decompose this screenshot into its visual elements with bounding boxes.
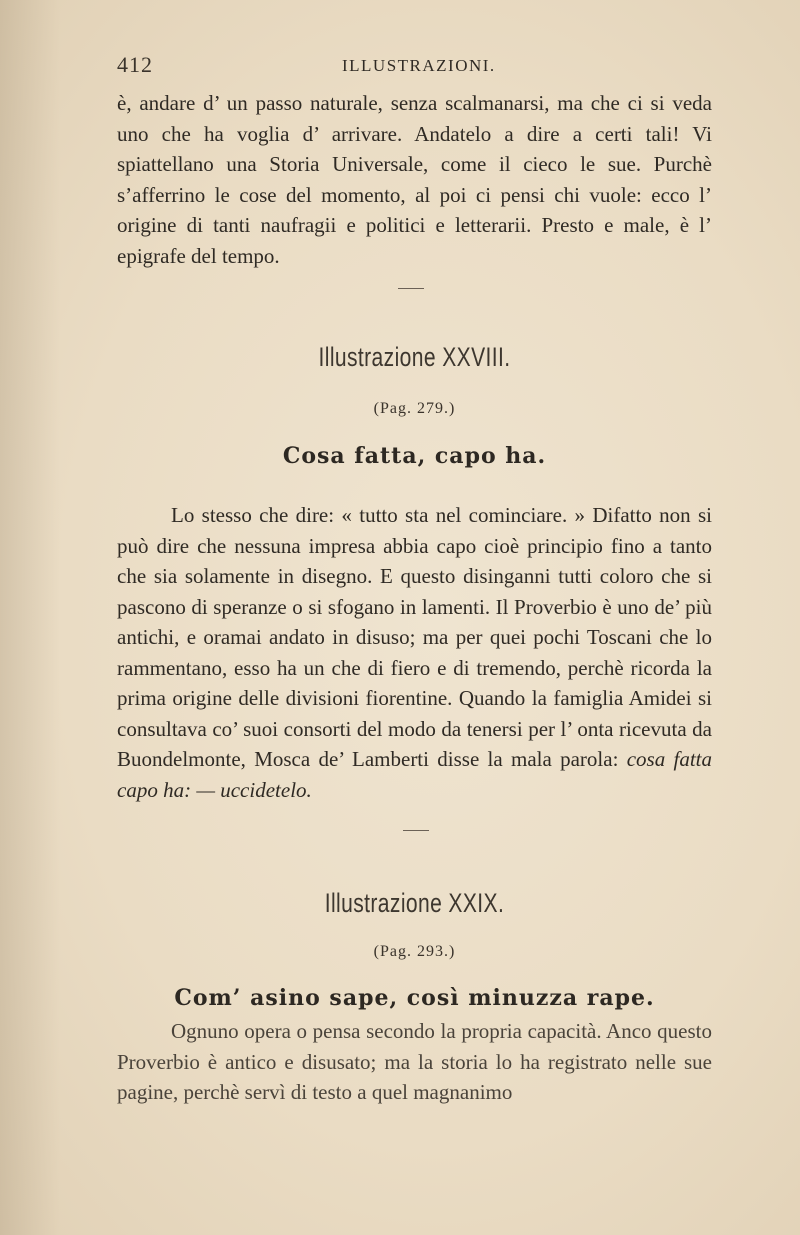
- section-2-paragraph: Ognuno opera o pensa secondo la propria capacità. Anco questo Proverbio è antico e disusato; ma la storia lo ha registrato nelle sue pagine, perchè servì di testo a quel magnanimo: [117, 1019, 712, 1104]
- section-1-italic-quote: cosa fatta capo ha: — uccidetelo.: [117, 747, 713, 802]
- running-head: ILLUSTRAZIONI.: [342, 56, 496, 75]
- section-1-text: Lo stesso che dire: « tutto sta nel cominciare. » Difatto non si può dire che nessuna impresa abbia capo cioè principio fino a tanto che sia solamente in disegno. E questo disinganni tutti coloro che si pascono di speranze o si sfogano in lamenti. Il Proverbio è uno de’ più antichi, e oramai andato in disuso; ma per quei pochi Toscani che lo rammentano, esso ha un che di fiero e di tremendo, perchè ricorda la prima origine delle divisioni fiorentine. Quando la famiglia Amidei si consultava co’ suoi consorti del modo da tenersi per l’ onta ricevuta da Buondelmonte, Mosca de’ Lamberti disse la mala parola:: [117, 503, 712, 771]
- page-reference: (Pag. 279.): [373, 400, 456, 417]
- page-number: 412: [117, 52, 153, 77]
- section-2-body: [117, 1016, 712, 1108]
- proverb-heading: Cosa fatta, capo ha.: [282, 443, 547, 469]
- section-1-paragraph: [117, 500, 712, 805]
- paragraph-continued: [117, 88, 712, 271]
- section-title-xxviii: Illustrazione XXVIII.: [318, 342, 511, 372]
- section-divider: [403, 830, 429, 831]
- section-divider: [398, 288, 424, 289]
- section-1-body: [117, 500, 712, 805]
- page-reference: (Pag. 293.): [373, 943, 456, 960]
- paragraph-1-text: è, andare d’ un passo naturale, senza scalmanarsi, ma che ci si veda uno che ha voglia d’ arrivare. Andatelo a dire a certi tali! Vi spiattellano una Storia Universale, come il cieco le sue. Purchè s’afferrino le cose del momento, al poi ci pensi chi vuole: ecco l’ origine di tanti naufragii e politici e letterarii. Presto e male, è l’ epigrafe del tempo.: [117, 91, 712, 268]
- page-edge-shadow: [0, 0, 60, 1235]
- proverb-heading: Com’ asino sape, così minuzza rape.: [174, 985, 655, 1011]
- section-title-xxix: Illustrazione XXIX.: [324, 888, 505, 918]
- page-header: [117, 52, 717, 82]
